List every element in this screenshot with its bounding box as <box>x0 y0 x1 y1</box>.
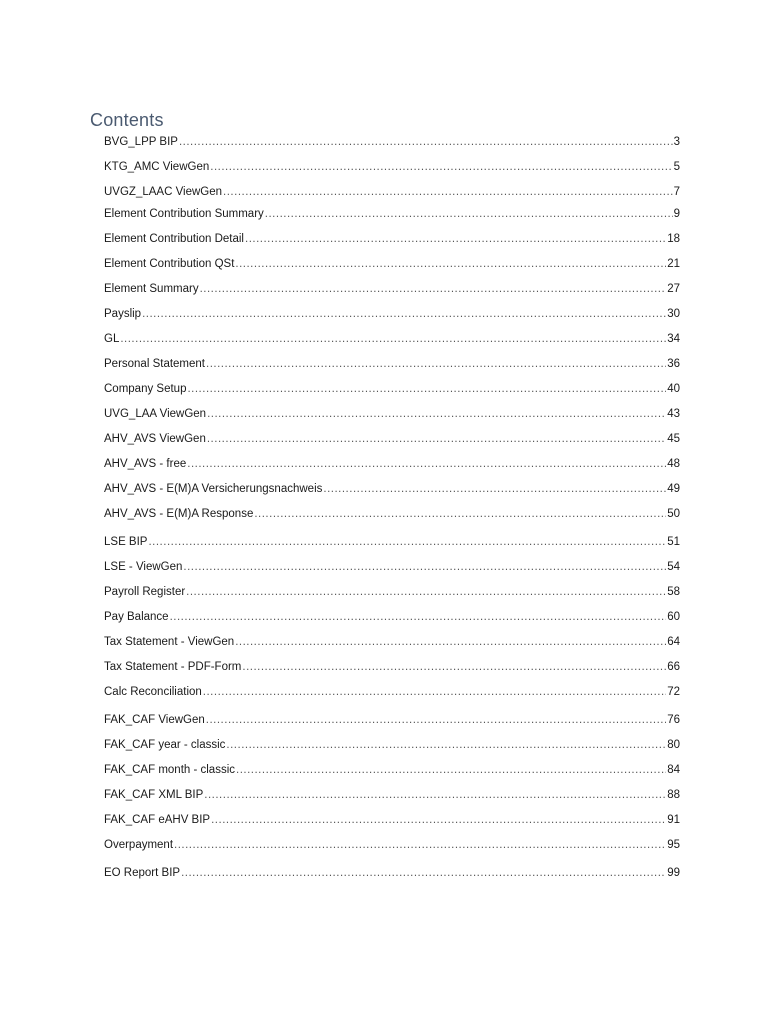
toc-entry-title: Element Contribution Detail <box>104 233 244 245</box>
toc-entry[interactable] <box>104 536 680 561</box>
toc-dot-leader <box>207 433 666 445</box>
toc-dot-leader <box>186 586 666 598</box>
toc-entry[interactable] <box>104 458 680 483</box>
toc-dot-leader <box>174 839 666 851</box>
toc-dot-leader <box>235 636 666 648</box>
toc-entry[interactable] <box>104 136 680 161</box>
toc-entry[interactable] <box>104 233 680 258</box>
toc-entry-title: Overpayment <box>104 839 174 851</box>
toc-entry[interactable] <box>104 186 680 208</box>
toc-dot-leader <box>226 739 666 751</box>
toc-entry[interactable] <box>104 764 680 789</box>
toc-entry-page: 72 <box>667 686 680 698</box>
toc-dot-leader <box>200 283 667 295</box>
toc-entry-title: AHV_AVS - E(M)A Versicherungsnachweis <box>104 483 323 495</box>
toc-entry-title: Tax Statement - ViewGen <box>104 636 235 648</box>
toc-dot-leader <box>204 789 666 801</box>
toc-entry-page: 54 <box>667 561 680 573</box>
toc-entry-title: Payslip <box>104 308 142 320</box>
toc-entry-title: Personal Statement <box>104 358 206 370</box>
toc-entry-title: Element Summary <box>104 283 199 295</box>
toc-entry[interactable] <box>104 561 680 586</box>
toc-entry-page: 3 <box>673 136 680 148</box>
toc-dot-leader <box>203 686 666 698</box>
toc-entry-page: 99 <box>667 867 680 879</box>
toc-entry-title: FAK_CAF eAHV BIP <box>104 814 211 826</box>
toc-entry-title: Payroll Register <box>104 586 186 598</box>
toc-entry[interactable] <box>104 686 680 714</box>
toc-entry-page: 60 <box>667 611 680 623</box>
toc-entry-page: 95 <box>667 839 680 851</box>
toc-entry-page: 50 <box>667 508 680 520</box>
toc-entry-title: EO Report BIP <box>104 867 181 879</box>
toc-entry-page: 58 <box>667 586 680 598</box>
toc-dot-leader <box>179 136 673 148</box>
toc-dot-leader <box>148 536 666 548</box>
toc-entry-title: GL <box>104 333 120 345</box>
toc-dot-leader <box>187 383 666 395</box>
toc-dot-leader <box>323 483 666 495</box>
toc-entry-page: 36 <box>667 358 680 370</box>
toc-dot-leader <box>210 161 672 173</box>
toc-entry-page: 43 <box>667 408 680 420</box>
toc-dot-leader <box>235 258 666 270</box>
toc-dot-leader <box>142 308 666 320</box>
toc-entry[interactable] <box>104 161 680 186</box>
toc-dot-leader <box>187 458 666 470</box>
toc-entry-title: FAK_CAF year - classic <box>104 739 226 751</box>
toc-entry-title: AHV_AVS ViewGen <box>104 433 206 445</box>
toc-entry[interactable] <box>104 714 680 739</box>
toc-entry-title: AHV_AVS - free <box>104 458 187 470</box>
toc-entry[interactable] <box>104 814 680 839</box>
toc-entry[interactable] <box>104 358 680 383</box>
toc-entry[interactable] <box>104 508 680 536</box>
toc-entry-page: 91 <box>667 814 680 826</box>
toc-entry[interactable] <box>104 636 680 661</box>
toc-entry-page: 30 <box>667 308 680 320</box>
toc-entry[interactable] <box>104 258 680 283</box>
toc-entry-page: 27 <box>667 283 680 295</box>
toc-dot-leader <box>120 333 666 345</box>
toc-entry[interactable] <box>104 611 680 636</box>
toc-entry[interactable] <box>104 839 680 867</box>
toc-entry-page: 76 <box>667 714 680 726</box>
toc-dot-leader <box>206 358 666 370</box>
toc-dot-leader <box>183 561 666 573</box>
toc-entry-page: 49 <box>667 483 680 495</box>
toc-entry-title: FAK_CAF month - classic <box>104 764 236 776</box>
toc-entry-title: FAK_CAF ViewGen <box>104 714 205 726</box>
toc-entry-page: 80 <box>667 739 680 751</box>
toc-entry-page: 40 <box>667 383 680 395</box>
toc-entry-page: 34 <box>667 333 680 345</box>
toc-entry-page: 66 <box>667 661 680 673</box>
toc-entry-page: 88 <box>667 789 680 801</box>
toc-dot-leader <box>207 408 666 420</box>
toc-entry-title: Calc Reconciliation <box>104 686 202 698</box>
toc-entry-title: LSE BIP <box>104 536 148 548</box>
toc-entry-page: 7 <box>673 186 680 198</box>
toc-entry-title: FAK_CAF XML BIP <box>104 789 204 801</box>
toc-entry-title: AHV_AVS - E(M)A Response <box>104 508 254 520</box>
toc-entry[interactable] <box>104 408 680 433</box>
toc-dot-leader <box>254 508 666 520</box>
toc-entry-page: 48 <box>667 458 680 470</box>
toc-entry-title: Company Setup <box>104 383 187 395</box>
toc-entry-page: 5 <box>673 161 680 173</box>
toc-entry-page: 9 <box>673 208 680 220</box>
toc-entry-page: 18 <box>667 233 680 245</box>
toc-entry-title: KTG_AMC ViewGen <box>104 161 210 173</box>
toc-entry[interactable] <box>104 208 680 233</box>
toc-dot-leader <box>242 661 666 673</box>
toc-entry[interactable] <box>104 586 680 611</box>
toc-entry-title: Element Contribution QSt <box>104 258 235 270</box>
toc-dot-leader <box>170 611 667 623</box>
toc-entry-title: UVGZ_LAAC ViewGen <box>104 186 223 198</box>
toc-entry-page: 64 <box>667 636 680 648</box>
toc-entry-title: Tax Statement - PDF-Form <box>104 661 242 673</box>
toc-dot-leader <box>211 814 666 826</box>
toc-entry-title: Pay Balance <box>104 611 169 623</box>
toc-entry-title: LSE - ViewGen <box>104 561 183 573</box>
toc-dot-leader <box>223 186 673 198</box>
toc-entry[interactable] <box>104 789 680 814</box>
toc-entry[interactable] <box>104 433 680 458</box>
toc-entry-title: UVG_LAA ViewGen <box>104 408 207 420</box>
toc-entry[interactable] <box>104 483 680 508</box>
toc-heading: Contents <box>90 110 164 130</box>
toc-dot-leader <box>245 233 666 245</box>
toc-entry[interactable] <box>104 867 680 892</box>
toc-entry-page: 84 <box>667 764 680 776</box>
toc-entry-page: 21 <box>667 258 680 270</box>
toc-dot-leader <box>181 867 666 879</box>
toc-entry-title: BVG_LPP BIP <box>104 136 178 148</box>
toc-dot-leader <box>265 208 673 220</box>
toc-entry[interactable] <box>104 383 680 408</box>
toc-entry[interactable] <box>104 283 680 308</box>
toc-entry-page: 51 <box>667 536 680 548</box>
toc-dot-leader <box>236 764 666 776</box>
toc-list <box>104 136 680 892</box>
toc-entry[interactable] <box>104 333 680 358</box>
toc-entry-title: Element Contribution Summary <box>104 208 264 220</box>
toc-entry[interactable] <box>104 308 680 333</box>
toc-entry[interactable] <box>104 661 680 686</box>
toc-dot-leader <box>206 714 666 726</box>
toc-entry-page: 45 <box>667 433 680 445</box>
toc-entry[interactable] <box>104 739 680 764</box>
